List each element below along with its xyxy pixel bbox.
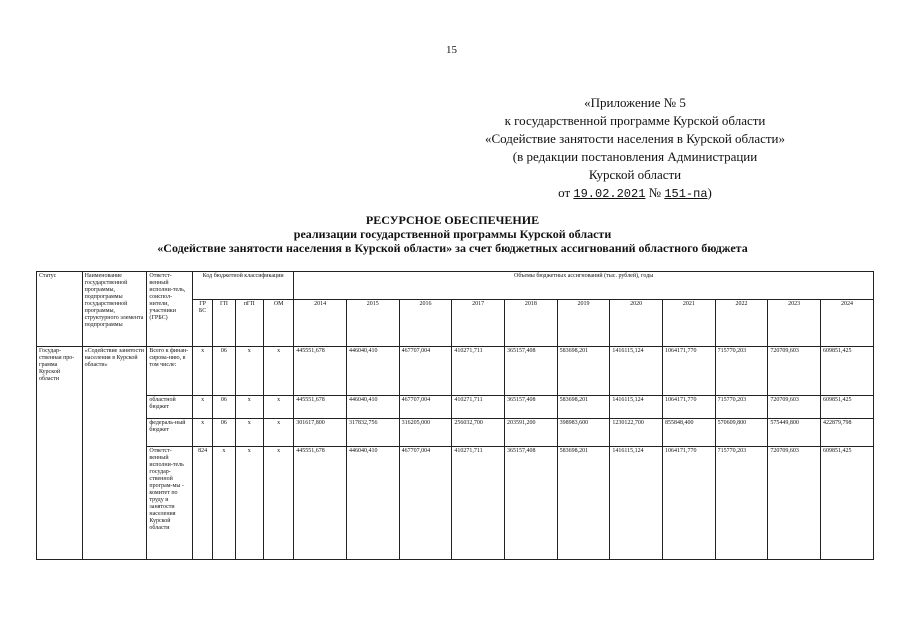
cell-value: 1064171,770 <box>663 347 716 396</box>
cell-value: 715770,203 <box>715 396 768 419</box>
cell-grbs: 824 <box>192 447 212 560</box>
header-om: ОМ <box>263 299 293 346</box>
cell-grbs: х <box>192 396 212 419</box>
cell-value: 446040,410 <box>346 447 399 560</box>
cell-value: 720709,603 <box>768 347 821 396</box>
table-row <box>37 396 874 419</box>
cell-value: 365157,408 <box>504 347 557 396</box>
cell-value: 1064171,770 <box>663 447 716 560</box>
cell-value: 445551,678 <box>294 447 347 560</box>
cell-value: 575449,800 <box>768 419 821 447</box>
resource-table <box>36 271 874 560</box>
cell-value: 316205,000 <box>399 419 452 447</box>
cell-value: 1230122,700 <box>610 419 663 447</box>
cell-grbs: х <box>192 347 212 396</box>
header-year: 2014 <box>294 299 347 346</box>
cell-value: 422879,798 <box>821 419 874 447</box>
cell-value: 398983,600 <box>557 419 610 447</box>
header-year: 2019 <box>557 299 610 346</box>
closing-paren: ) <box>707 185 712 200</box>
cell-om: х <box>263 396 293 419</box>
header-year: 2016 <box>399 299 452 346</box>
header-year: 2015 <box>346 299 399 346</box>
resolution-date: 19.02.2021 <box>573 187 646 201</box>
cell-value: 1064171,770 <box>663 396 716 419</box>
cell-value: 583698,201 <box>557 396 610 419</box>
header-row-1 <box>37 272 874 300</box>
cell-pgp: х <box>235 447 263 560</box>
header-year: 2022 <box>715 299 768 346</box>
header-gp: ГП <box>213 299 235 346</box>
cell-value: 410271,711 <box>452 396 505 419</box>
cell-gp: 06 <box>213 396 235 419</box>
header-year: 2017 <box>452 299 505 346</box>
cell-value: 445551,678 <box>294 347 347 396</box>
appendix-line: к государственной программе Курской области <box>504 113 766 128</box>
row-executor: федераль-ный бюджет <box>147 419 193 447</box>
row-executor: областной бюджет <box>147 396 193 419</box>
date-prefix: от <box>558 185 571 200</box>
header-year: 2021 <box>663 299 716 346</box>
cell-value: 301617,800 <box>294 419 347 447</box>
header-name: Наименование государственной программы, подпрограммы государственной программы, структурного элемента подпрограммы <box>82 272 147 347</box>
cell-value: 410271,711 <box>452 447 505 560</box>
cell-pgp: х <box>235 419 263 447</box>
header-year: 2023 <box>768 299 821 346</box>
cell-value: 467707,004 <box>399 396 452 419</box>
header-year: 2018 <box>504 299 557 346</box>
cell-om: х <box>263 447 293 560</box>
cell-value: 570609,800 <box>715 419 768 447</box>
page-number: 15 <box>446 44 457 56</box>
cell-value: 609851,425 <box>821 447 874 560</box>
cell-value: 583698,201 <box>557 347 610 396</box>
appendix-line: «Содействие занятости населения в Курской области» <box>484 131 786 146</box>
cell-grbs: х <box>192 419 212 447</box>
header-status: Статус <box>37 272 83 347</box>
cell-value: 715770,203 <box>715 347 768 396</box>
cell-om: х <box>263 347 293 396</box>
cell-value: 203591,200 <box>504 419 557 447</box>
cell-pgp: х <box>235 347 263 396</box>
title-line-1: РЕСУРСНОЕ ОБЕСПЕЧЕНИЕ <box>365 213 540 227</box>
appendix-line: «Приложение № 5 <box>584 95 686 110</box>
appendix-line: (в редакции постановления Администрации <box>512 149 758 164</box>
cell-value: 467707,004 <box>399 447 452 560</box>
title-line-3: «Содействие занятости населения в Курской области» за счет бюджетных ассигнований областного бюджета <box>157 241 748 255</box>
title-line-2: реализации государственной программы Курской области <box>293 227 612 241</box>
resolution-number: 151-па <box>664 187 708 201</box>
table-row <box>37 447 874 560</box>
number-prefix: № <box>648 185 662 200</box>
program-name: «Содействие занятости населения в Курской области» <box>82 347 147 560</box>
header-grbs: ГР БС <box>192 299 212 346</box>
cell-value: 609851,425 <box>821 396 874 419</box>
program-status: Государ-ственная про-грамма Курской области <box>37 347 83 560</box>
row-executor: Ответст-венный исполни-тель государ-ственной програм-мы - комитет по труду и занятости населения Курской области <box>147 447 193 560</box>
header-budget-code: Код бюджетной классификации <box>192 272 293 300</box>
cell-om: х <box>263 419 293 447</box>
header-pgp: пГП <box>235 299 263 346</box>
cell-value: 365157,408 <box>504 396 557 419</box>
cell-value: 1416115,124 <box>610 447 663 560</box>
cell-value: 720709,603 <box>768 396 821 419</box>
cell-gp: х <box>213 447 235 560</box>
cell-value: 720709,603 <box>768 447 821 560</box>
cell-value: 855848,400 <box>663 419 716 447</box>
cell-gp: 06 <box>213 419 235 447</box>
cell-value: 446040,410 <box>346 347 399 396</box>
cell-gp: 06 <box>213 347 235 396</box>
appendix-line: Курской области <box>588 167 682 182</box>
cell-value: 1416115,124 <box>610 396 663 419</box>
header-executor: Ответст-венный исполни-тель, соиспол-нители, участники (ГРБС) <box>147 272 193 347</box>
cell-value: 445551,678 <box>294 396 347 419</box>
table-row <box>37 347 874 396</box>
header-year: 2020 <box>610 299 663 346</box>
table-row <box>37 419 874 447</box>
header-volumes: Объемы бюджетных ассигнований (тыс. рублей), годы <box>294 272 874 300</box>
cell-value: 256032,700 <box>452 419 505 447</box>
header-year: 2024 <box>821 299 874 346</box>
appendix-date-line <box>455 184 815 203</box>
row-executor: Всего к финан-сирова-нию, в том числе: <box>147 347 193 396</box>
cell-value: 583698,201 <box>557 447 610 560</box>
appendix-header <box>455 94 815 203</box>
cell-value: 467707,004 <box>399 347 452 396</box>
cell-value: 317832,756 <box>346 419 399 447</box>
cell-value: 1416115,124 <box>610 347 663 396</box>
document-title <box>0 213 905 255</box>
cell-value: 410271,711 <box>452 347 505 396</box>
cell-pgp: х <box>235 396 263 419</box>
cell-value: 715770,203 <box>715 447 768 560</box>
cell-value: 446040,410 <box>346 396 399 419</box>
cell-value: 365157,408 <box>504 447 557 560</box>
cell-value: 609851,425 <box>821 347 874 396</box>
